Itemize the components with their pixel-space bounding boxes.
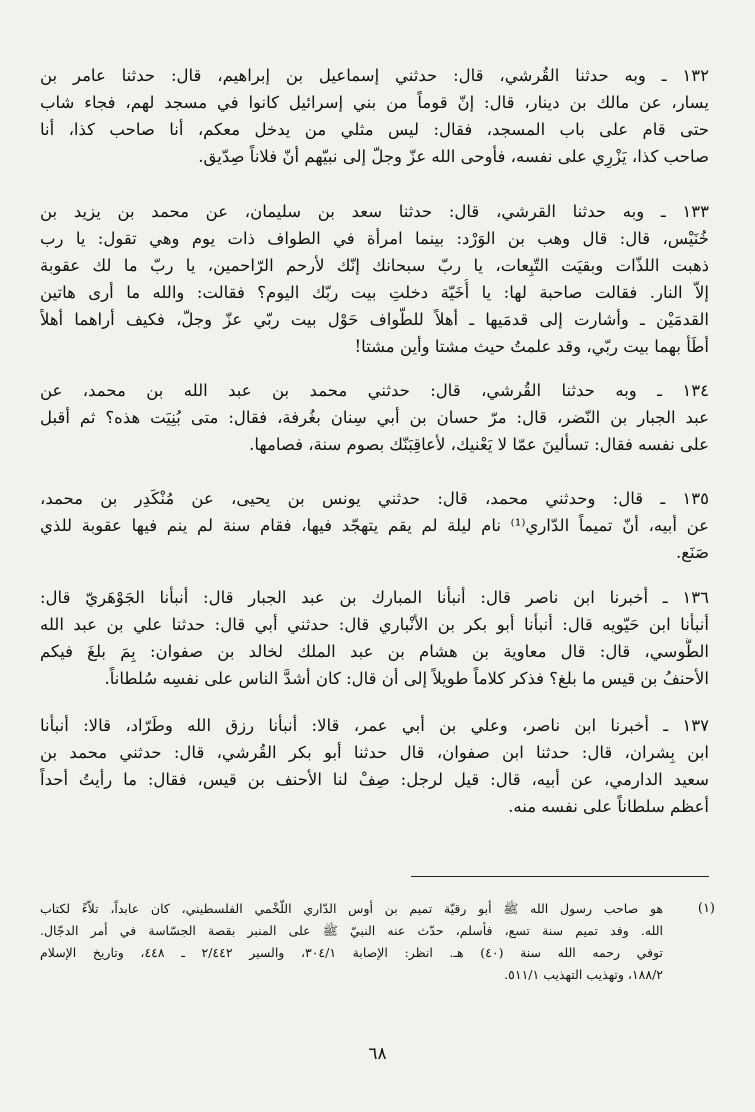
- paragraph-133: [40, 198, 709, 360]
- text-line: ابن بِشران، قال: حدثنا ابن صفوان، قال حدثنا أبو بكر القُرشي، قال: حدثني محمد بن: [40, 743, 709, 762]
- text-line: ١٣٦ ـ أخبرنا ابن ناصر قال: أنبأنا المبارك بن عبد الجبار قال: أنبأنا الجَوْهَريّ قال:: [40, 588, 709, 607]
- footnote: [40, 898, 715, 986]
- footnote-body: [40, 898, 663, 986]
- text-line: أنبأنا ابن حَيّويه قال: أنبأنا أبو بكر بن الأنْباري قال: حدثني أبي قال: حدثنا علي بن عبد الله: [40, 615, 709, 634]
- text-line: ذهبت اللذّات وبقيَت التّبِعات، يا ربّ سبحانك إنّك لأرحم الرّاحمين، يا ربّ ما لك عقوبة: [40, 256, 709, 275]
- text-line: أعظم سلطاناً على نفسه منه.: [508, 797, 709, 816]
- paragraph-136: [40, 584, 709, 692]
- text-line: يسار، عن مالك بن دينار، قال: إنّ قوماً من بني إسرائيل كانوا في مسجد لهم، فجاء شاب: [40, 93, 709, 112]
- text-line: القدمَيْن ـ وأشارت إلى قدمَيها ـ أهلاً للطّواف حَوْل بيت ربّي عزّ وجلّ، فكيف أراهما أهلاً: [40, 310, 709, 329]
- footnote-separator: [411, 876, 709, 877]
- text-line: صاحب كذا، يَزْرِي على نفسه، فأوحى الله عزّ وجلّ إلى نبيّهم أنّ فلاناً صِدّيق.: [198, 147, 709, 166]
- text-line: عبد الجبار بن النّضر، قال: مرّ حسان بن أبي سِنان بغُرفة، فقال: متى بُنِيَت هذه؟ ثم أقبل: [40, 408, 709, 427]
- text-line: ١٣٧ ـ أخبرنا ابن ناصر، وعلي بن أبي عمر، قالا: أنبأنا رزق الله وطَرّاد، قالا: أنبأنا: [40, 716, 709, 735]
- text-line: صَنَع.: [675, 543, 709, 562]
- text-line: عن أبيه، أنّ تميماً الدّاري⁽¹⁾ نام ليلة لم يقم يتهجّد فيها، فقام سنة لم ينم فيها عقوبة للذي: [40, 516, 709, 535]
- footnote-marker: (١): [697, 901, 715, 916]
- text-line: ١٣٥ ـ قال: وحدثني محمد، قال: حدثني يونس بن يحيى، عن مُنْكَدِر بن محمد،: [40, 489, 709, 508]
- text-line: خُنَيْس، قال: قال وهب بن الوَرْد: بينما امرأة في الطواف ذات يوم وهي تقول: يا رب: [40, 229, 709, 248]
- text-line: على نفسه فقال: تسألينَ عمّا لا يَعْنيك، لأعاقِبَنّك بصوم سنة، فصامها.: [249, 435, 709, 454]
- paragraph-132: [40, 62, 709, 170]
- footnote-line: توفي رحمه الله سنة (٤٠) هـ. انظر: الإصابة ٣٠٤/١، والسير ٢/٤٤٢ ـ ٤٤٨، وتاريخ الإسلام: [40, 945, 663, 960]
- text-line: الطُّوسي، قال: قال معاوية بن هشام بن عبد الملك لخالد بن صفوان: بِمَ بلغَ فيكم: [40, 642, 709, 661]
- text-line: أطَأ بهما بيت ربّي، وقد علمتُ حيث مشتا وأين مشتا!: [354, 337, 709, 356]
- page-number: ٦٨: [368, 1044, 387, 1064]
- text-line: إلاّ النار. فقالت صاحبة لها: يا أُخَيّة دخلتِ بيت ربّك اليوم؟ فقالت: والله ما أرى هاتين: [40, 283, 709, 302]
- text-line: سعيد الدارمي، عن أبيه، قال: قيل لرجل: صِفْ لنا الأحنف بن قيس، فقال: ما رأيتُ أحداً: [40, 770, 709, 789]
- text-line: حتى قام على باب المسجد، فقال: ليس مثلي من يدخل معكم، أنا صاحب كذا، أنا: [40, 120, 709, 139]
- paragraph-134: [40, 377, 709, 458]
- text-line: ١٣٢ ـ وبه حدثنا القُرشي، قال: حدثني إسماعيل بن إبراهيم، قال: حدثنا عامر بن: [40, 66, 709, 85]
- paragraph-137: [40, 712, 709, 820]
- text-line: الأحنفُ بن قيس ما بلغ؟ فذكر كلاماً طويلاً إلى أن قال: كان أشدَّ الناس على نفسِه سُلطاناً.: [104, 669, 709, 688]
- footnote-line: الله. وفد تميم سنة تسع، فأسلم، حدّث عنه النبيّ ﷺ على المنبر بقصة الجسّاسة في أمر الدجّال.: [40, 923, 663, 938]
- paragraph-135: [40, 485, 709, 566]
- text-line: ١٣٣ ـ وبه حدثنا القرشي، قال: حدثنا سعد بن سليمان، عن محمد بن يزيد بن: [40, 202, 709, 221]
- footnote-line: هو صاحب رسول الله ﷺ أبو رقيّة تميم بن أوس الدّاري اللّخْمي الفلسطيني، كان عابداً، تلاّءً لكتاب: [40, 901, 663, 916]
- text-line: ١٣٤ ـ وبه حدثنا القُرشي، قال: حدثني محمد بن عبد الله بن محمد، عن: [40, 381, 709, 400]
- footnote-line: ١٨٨/٢، وتهذيب التهذيب ٥١١/١.: [504, 967, 663, 982]
